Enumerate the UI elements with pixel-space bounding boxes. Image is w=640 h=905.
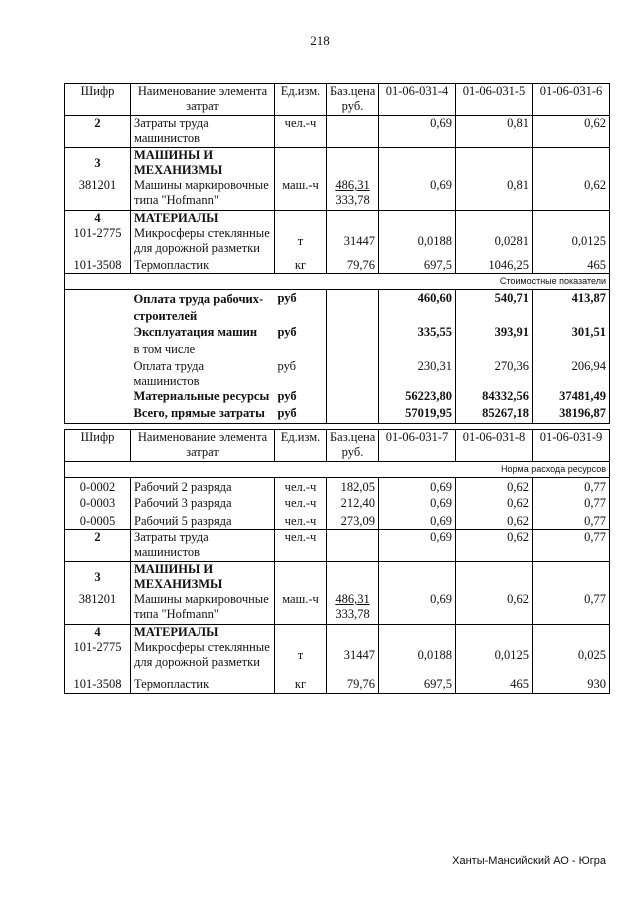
cost-row: в том числе — [65, 342, 610, 359]
table-row: 2 Затраты труда машинистов чел.-ч 0,69 0,81 0,62 — [65, 116, 610, 148]
table-row: 101-3508 Термопластик кг 79,76 697,5 465 930 — [65, 672, 610, 694]
header-col-3: 01-06-031-6 — [533, 84, 610, 116]
header-code: Шифр — [65, 84, 131, 116]
section-row-materials: 4 МАТЕРИАЛЫ — [65, 210, 610, 226]
cost-row: Оплата труда рабочих-строителей руб 460,60 540,71 413,87 — [65, 290, 610, 326]
cost-row: Эксплуатация машин руб 335,55 393,91 301,51 — [65, 325, 610, 342]
table-row: 0-0002 Рабочий 2 разряда чел.-ч 182,05 0,69 0,62 0,77 — [65, 478, 610, 496]
table-row: 381201 Машины маркировочные типа "Hofmann" маш.-ч 486,31 333,78 0,69 0,62 0,77 — [65, 592, 610, 624]
section-row-machines: 3 МАШИНЫ И МЕХАНИЗМЫ — [65, 562, 610, 593]
cost-row: Материальные ресурсы руб 56223,80 84332,56 37481,49 — [65, 389, 610, 406]
resource-table-2 — [64, 429, 610, 694]
cost-row-total: Всего, прямые затраты руб 57019,95 85267,18 38196,87 — [65, 406, 610, 423]
table-row: 0-0005 Рабочий 5 разряда чел.-ч 273,09 0,69 0,62 0,77 — [65, 514, 610, 530]
footer-region: Ханты-Мансийский АО - Югра — [452, 855, 606, 867]
header-price: Баз.цена руб. — [327, 430, 379, 462]
section-row-machines: 3 МАШИНЫ И МЕХАНИЗМЫ — [65, 148, 610, 179]
subheader-row — [65, 274, 610, 290]
resource-table-1 — [64, 83, 610, 424]
header-col-3: 01-06-031-9 — [533, 430, 610, 462]
header-name: Наименование элемента затрат — [131, 84, 275, 116]
header-col-1: 01-06-031-4 — [379, 84, 456, 116]
table-row: 381201 Машины маркировочные типа "Hofmann" маш.-ч 486,31 333,78 0,69 0,81 0,62 — [65, 178, 610, 210]
page-number: 218 — [310, 33, 330, 48]
resource-norm-label: Норма расхода ресурсов — [65, 462, 610, 478]
cost-indicators-label: Стоимостные показатели — [65, 274, 610, 290]
table-row: 2 Затраты труда машинистов чел.-ч 0,69 0,62 0,77 — [65, 530, 610, 562]
table-row: 101-3508 Термопластик кг 79,76 697,5 1046,25 465 — [65, 258, 610, 274]
header-col-2: 01-06-031-8 — [456, 430, 533, 462]
section-row-materials: 4 МАТЕРИАЛЫ — [65, 624, 610, 640]
subheader-row — [65, 462, 610, 478]
table-header-row — [65, 84, 610, 116]
header-price: Баз.цена руб. — [327, 84, 379, 116]
header-col-2: 01-06-031-5 — [456, 84, 533, 116]
cost-row: Оплата труда машинистов руб 230,31 270,36 206,94 — [65, 359, 610, 389]
header-unit: Ед.изм. — [275, 84, 327, 116]
header-unit: Ед.изм. — [275, 430, 327, 462]
header-code: Шифр — [65, 430, 131, 462]
table-row: 0-0003 Рабочий 3 разряда чел.-ч 212,40 0,69 0,62 0,77 — [65, 496, 610, 514]
header-col-1: 01-06-031-7 — [379, 430, 456, 462]
table-row: 101-2775 Микросферы стеклянные для дорожной разметки т 31447 0,0188 0,0281 0,0125 — [65, 226, 610, 258]
table-row: 101-2775 Микросферы стеклянные для дорожной разметки т 31447 0,0188 0,0125 0,025 — [65, 640, 610, 672]
table-header-row — [65, 430, 610, 462]
header-name: Наименование элемента затрат — [131, 430, 275, 462]
